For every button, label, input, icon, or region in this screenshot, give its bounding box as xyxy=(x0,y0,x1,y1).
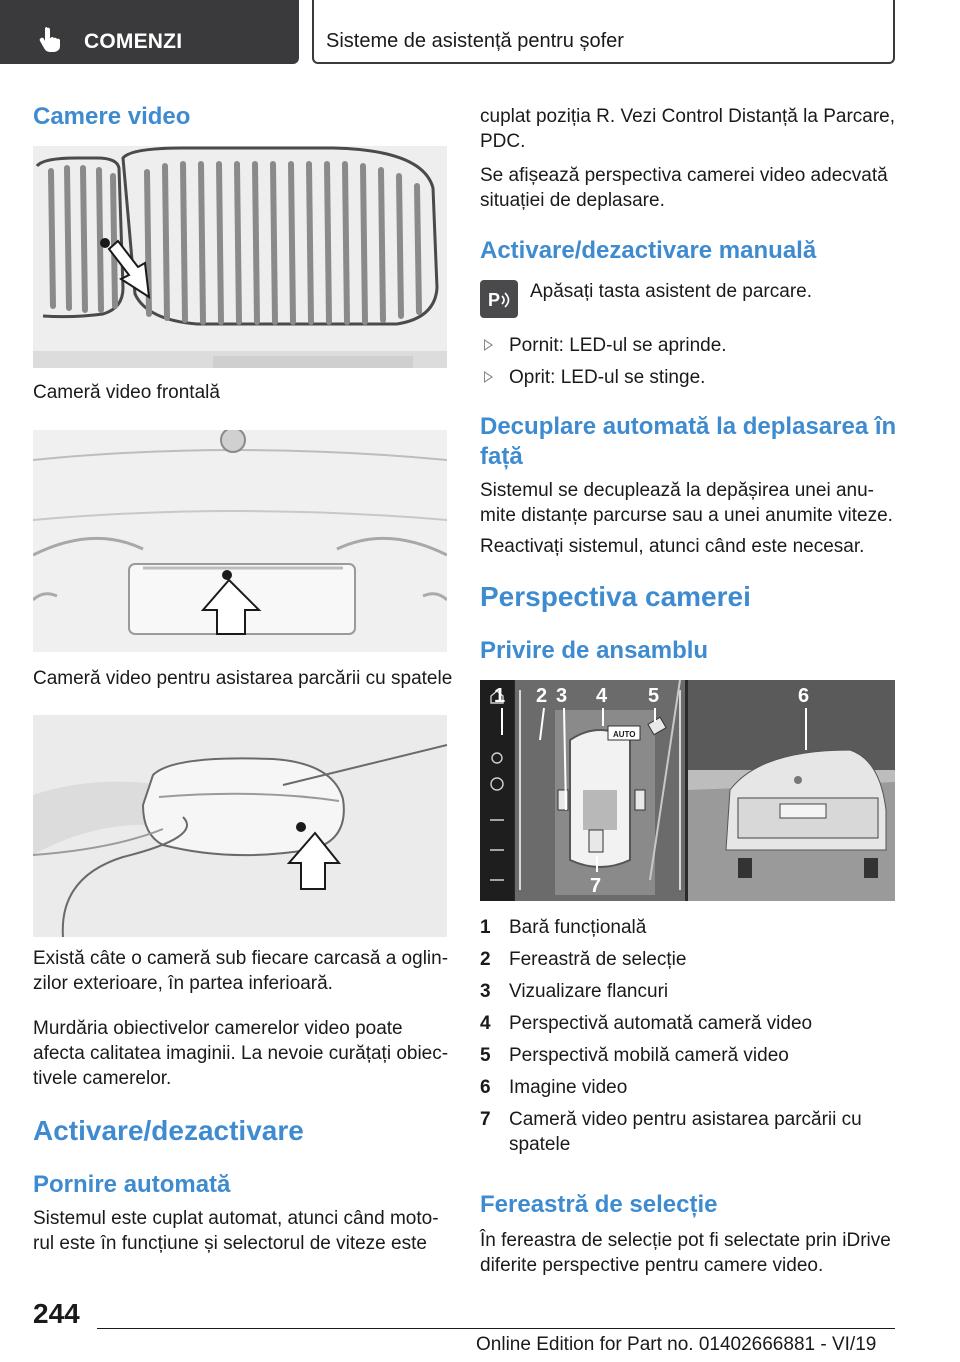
legend-item-7 xyxy=(480,1107,900,1159)
legend-text: Fereastră de selecție xyxy=(509,949,687,970)
heading-line: Decuplare automată la deplasarea în xyxy=(480,413,897,440)
legend-num: 6 xyxy=(480,1077,491,1098)
diagram-label-1: 1 xyxy=(494,685,506,707)
legend-text: Perspectivă mobilă cameră video xyxy=(509,1045,789,1066)
footer-edition: Online Edition for Part no. 01402666881 - VI/19 xyxy=(476,1334,877,1355)
text-line: situației de deplasare. xyxy=(480,190,665,211)
legend-num: 5 xyxy=(480,1045,491,1066)
diagram-label-7: 7 xyxy=(590,875,602,897)
text-line: cuplat poziția R. Vezi Control Distanță la Parcare, xyxy=(480,106,896,127)
heading-perspectiva: Perspectiva camerei xyxy=(480,581,751,612)
text-line: mite distanțe parcurse sau a unei anumite viteze. xyxy=(480,505,893,526)
diagram-label-6: 6 xyxy=(798,685,810,707)
heading-decuplare xyxy=(480,412,896,472)
legend-num: 3 xyxy=(480,981,491,1002)
legend-text: spatele xyxy=(509,1134,571,1155)
legend-num: 7 xyxy=(480,1109,491,1130)
svg-text:P: P xyxy=(488,290,501,310)
diagram-label-4: 4 xyxy=(596,685,608,707)
caption-front-camera: Cameră video frontală xyxy=(33,382,220,403)
triangle-bullet-icon xyxy=(484,339,493,351)
text-line: Există câte o cameră sub fiecare carcasă a oglin- xyxy=(33,948,449,969)
diagram-label-3: 3 xyxy=(556,685,568,707)
camera-view-diagram xyxy=(480,680,895,901)
text-line: În fereastra de selecție pot fi selectate prin iDrive xyxy=(480,1230,891,1251)
caption-rear-camera: Cameră video pentru asistarea parcării cu spatele xyxy=(33,668,453,689)
paragraph-mirror-cameras xyxy=(33,946,453,996)
legend-text: Imagine video xyxy=(509,1077,628,1098)
bullet-text: Pornit: LED-ul se aprinde. xyxy=(509,335,727,356)
paragraph-reverse-gear xyxy=(480,104,900,154)
paragraph-reactivate: Reactivați sistemul, atunci când este necesar. xyxy=(480,536,865,557)
legend-num: 4 xyxy=(480,1013,491,1034)
text-line: PDC. xyxy=(480,131,526,152)
hand-pointer-icon xyxy=(38,26,64,52)
rear-camera-illustration xyxy=(33,430,447,652)
section-tab[interactable] xyxy=(312,0,895,64)
legend-text: Vizualizare flancuri xyxy=(509,981,669,1002)
press-key-text: Apăsați tasta asistent de parcare. xyxy=(530,281,812,302)
heading-pornire-automata: Pornire automată xyxy=(33,1171,231,1198)
legend-num: 2 xyxy=(480,949,491,970)
section-label: Sisteme de asistență pentru șofer xyxy=(326,30,624,52)
page-number: 244 xyxy=(33,1298,80,1329)
legend-text: Bară funcțională xyxy=(509,917,647,938)
footer-divider xyxy=(97,1328,895,1329)
paragraph-fereastra xyxy=(480,1228,900,1278)
paragraph-decuplare xyxy=(480,478,900,528)
paragraph-dirt-warning xyxy=(33,1016,453,1091)
legend-text: Perspectivă automată cameră video xyxy=(509,1013,813,1034)
bullet-text: Oprit: LED-ul se stinge. xyxy=(509,367,706,388)
text-line: diferite perspective pentru camere video. xyxy=(480,1255,824,1276)
front-camera-illustration xyxy=(33,146,447,368)
text-line: rul este în funcțiune și selectorul de viteze este xyxy=(33,1233,427,1254)
legend-text: Cameră video pentru asistarea parcării cu xyxy=(509,1109,862,1130)
heading-manual: Activare/dezactivare manuală xyxy=(480,237,817,264)
text-line: zilor exterioare, în partea inferioară. xyxy=(33,973,333,994)
heading-camere-video: Camere video xyxy=(33,103,191,130)
text-line: tivele camerelor. xyxy=(33,1068,172,1089)
chapter-tab[interactable] xyxy=(0,0,299,64)
text-line: Murdăria obiectivelor camerelor video poate xyxy=(33,1018,403,1039)
diagram-label-2: 2 xyxy=(536,685,548,707)
legend-num: 1 xyxy=(480,917,491,938)
heading-activare: Activare/dezactivare xyxy=(33,1115,304,1146)
chapter-label: COMENZI xyxy=(84,30,183,53)
paragraph-auto-start xyxy=(33,1206,453,1256)
heading-privire: Privire de ansamblu xyxy=(480,637,709,664)
text-line: Sistemul este cuplat automat, atunci când moto- xyxy=(33,1208,439,1229)
triangle-bullet-icon xyxy=(484,371,493,383)
text-line: Sistemul se decuplează la depășirea unei anu- xyxy=(480,480,874,501)
auto-label: AUTO xyxy=(613,730,636,739)
diagram-label-5: 5 xyxy=(648,685,660,707)
paragraph-perspective-shown xyxy=(480,163,900,213)
mirror-camera-illustration xyxy=(33,715,447,937)
heading-line: față xyxy=(480,443,523,470)
text-line: afecta calitatea imaginii. La nevoie curățați obiec- xyxy=(33,1043,449,1064)
heading-fereastra: Fereastră de selecție xyxy=(480,1191,718,1218)
text-line: Se afișează perspectiva camerei video adecvată xyxy=(480,165,888,186)
park-assist-button-icon xyxy=(480,280,518,318)
